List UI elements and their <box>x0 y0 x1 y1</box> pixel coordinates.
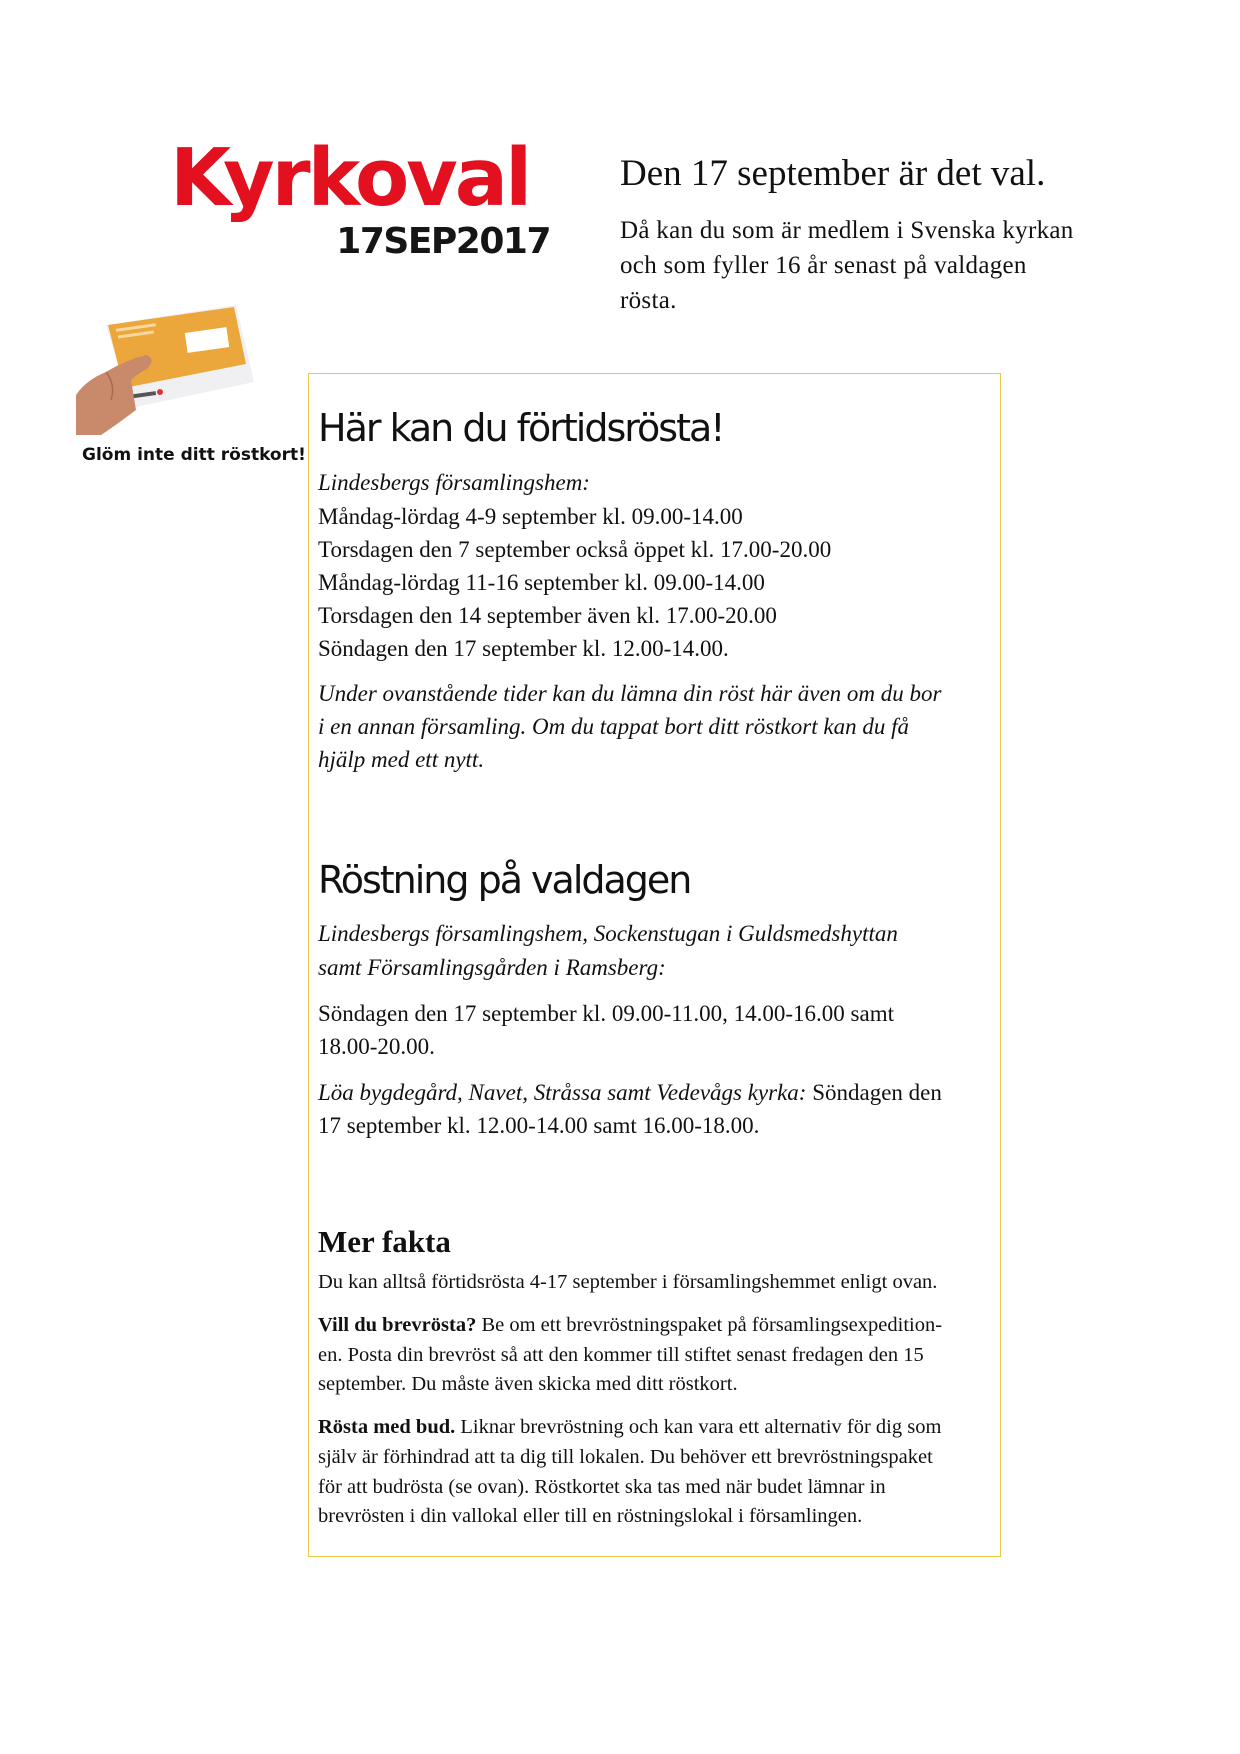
election-day-locations-line: samt Församlingsgården i Ramsberg: <box>318 955 666 980</box>
courier-vote-text: Liknar brevröstning och kan vara ett alternativ för dig som <box>455 1416 942 1438</box>
intro-heading: Den 17 september är det val. <box>620 153 1046 194</box>
mail-vote-line-cont: september. Du måste även skicka med ditt röstkort. <box>318 1373 738 1395</box>
election-day-locations-line: Lindesbergs församlingshem, Sockenstugan i Guldsmedshyttan <box>318 921 898 946</box>
mail-vote-text: Be om ett brevröstningspaket på församlingsexpedition- <box>476 1314 943 1336</box>
courier-vote-line-cont: för att budrösta (se ovan). Röstkortet ska tas med när budet lämnar in <box>318 1476 886 1498</box>
schedule-line: Måndag-lördag 11-16 september kl. 09.00-14.00 <box>318 570 765 595</box>
other-locations-line <box>318 1080 942 1106</box>
intro-body-line: rösta. <box>620 287 677 314</box>
advance-note-line: i en annan församling. Om du tappat bort ditt röstkort kan du få <box>318 714 909 739</box>
logo-title: Kyrkoval <box>170 132 530 224</box>
facts-heading: Mer fakta <box>318 1224 451 1259</box>
advance-note-line: hjälp med ett nytt. <box>318 747 485 772</box>
courier-vote-line <box>318 1416 941 1439</box>
election-day-times-line: 18.00-20.00. <box>318 1034 435 1059</box>
schedule-line: Torsdagen den 7 september också öppet kl. 17.00-20.00 <box>318 537 832 562</box>
mail-vote-label: Vill du brevrösta? <box>318 1314 477 1336</box>
courier-vote-line-cont: själv är förhindrad att ta dig till lokalen. Du behöver ett brevröstningspaket <box>318 1446 933 1468</box>
intro-body-line: Då kan du som är medlem i Svenska kyrkan <box>620 217 1074 244</box>
hand-holding-envelope-image <box>76 300 261 435</box>
advance-note-line: Under ovanstående tider kan du lämna din röst här även om du bor <box>318 681 942 706</box>
logo-date: 17SEP2017 <box>336 221 550 262</box>
mail-vote-line-cont: en. Posta din brevröst så att den kommer till stiftet senast fredagen den 15 <box>318 1344 924 1366</box>
advance-location: Lindesbergs församlingshem: <box>318 470 590 495</box>
schedule-line: Måndag-lördag 4-9 september kl. 09.00-14.00 <box>318 504 743 529</box>
other-locations-time: Söndagen den <box>806 1080 942 1105</box>
facts-line: Du kan alltså förtidsrösta 4-17 september i församlingshemmet enligt ovan. <box>318 1271 938 1293</box>
envelope-caption: Glöm inte ditt röstkort! <box>82 445 306 465</box>
schedule-line: Torsdagen den 14 september även kl. 17.00-20.00 <box>318 603 777 628</box>
mail-vote-line <box>318 1314 942 1337</box>
intro-body-line: och som fyller 16 år senast på valdagen <box>620 252 1027 279</box>
other-locations-label: Löa bygdegård, Navet, Stråssa samt Vedevågs kyrka: <box>318 1080 807 1105</box>
kyrkoval-logo <box>170 132 555 270</box>
other-locations-line-2: 17 september kl. 12.00-14.00 samt 16.00-18.00. <box>318 1113 760 1138</box>
advance-voting-heading: Här kan du förtidsrösta! <box>318 406 724 450</box>
election-day-times-line: Söndagen den 17 september kl. 09.00-11.00, 14.00-16.00 samt <box>318 1001 894 1026</box>
schedule-line: Söndagen den 17 september kl. 12.00-14.00. <box>318 636 729 661</box>
courier-vote-line-cont: brevrösten i din vallokal eller till en röstningslokal i församlingen. <box>318 1505 863 1527</box>
election-day-heading: Röstning på valdagen <box>318 858 691 902</box>
courier-vote-label: Rösta med bud. <box>318 1416 456 1438</box>
